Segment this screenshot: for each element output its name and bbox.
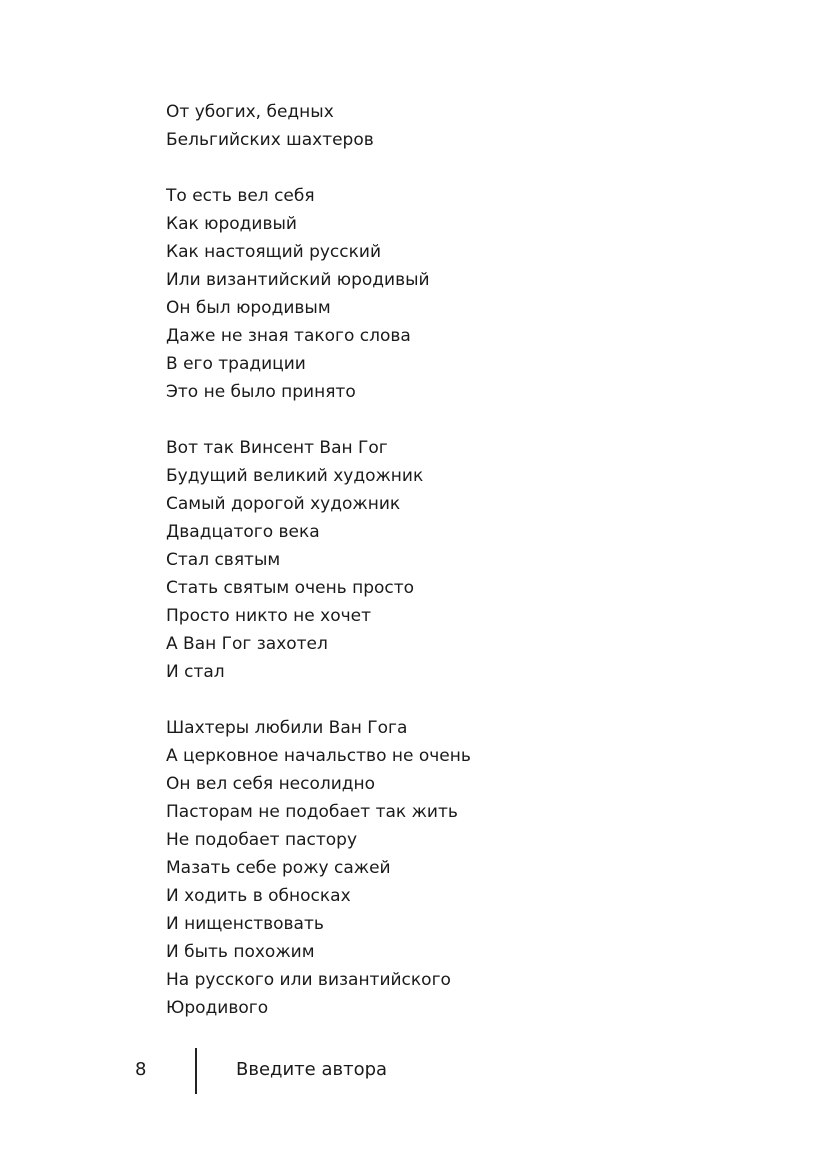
page-footer: [0, 1048, 823, 1094]
poem-line: А церковное начальство не очень: [166, 746, 471, 766]
poem-text: [166, 98, 726, 1050]
poem-line: Бельгийских шахтеров: [166, 130, 374, 150]
stanza-1: [166, 98, 726, 154]
page-number: 8: [135, 1059, 147, 1080]
poem-line: В его традиции: [166, 354, 306, 374]
poem-line: Просто никто не хочет: [166, 606, 372, 626]
poem-line: Вот так Винсент Ван Гог: [166, 438, 388, 458]
poem-line: Или византийский юродивый: [166, 270, 430, 290]
poem-line: Даже не зная такого слова: [166, 326, 411, 346]
poem-line: Он был юродивым: [166, 298, 331, 318]
poem-line: Шахтеры любили Ван Гога: [166, 718, 408, 738]
poem-line: На русского или византийского: [166, 970, 451, 990]
poem-line: Как настоящий русский: [166, 242, 381, 262]
poem-line: А Ван Гог захотел: [166, 634, 328, 654]
poem-line: И быть похожим: [166, 942, 315, 962]
poem-line: Юродивого: [166, 998, 269, 1018]
poem-line: И нищенствовать: [166, 914, 324, 934]
poem-line: Самый дорогой художник: [166, 494, 401, 514]
poem-line: Не подобает пастору: [166, 830, 358, 850]
poem-line: От убогих, бедных: [166, 102, 334, 122]
footer-author: Введите автора: [236, 1059, 388, 1080]
poem-line: Стать святым очень просто: [166, 578, 415, 598]
poem-line: То есть вел себя: [166, 186, 315, 206]
poem-line: И стал: [166, 662, 225, 682]
poem-line: И ходить в обносках: [166, 886, 351, 906]
poem-line: Это не было принято: [166, 382, 356, 402]
poem-line: Мазать себе рожу сажей: [166, 858, 391, 878]
footer-divider: [195, 1048, 197, 1094]
stanza-2: [166, 182, 726, 406]
stanza-3: [166, 434, 726, 686]
poem-line: Будущий великий художник: [166, 466, 424, 486]
poem-line: Двадцатого века: [166, 522, 320, 542]
poem-line: Пасторам не подобает так жить: [166, 802, 458, 822]
poem-line: Стал святым: [166, 550, 281, 570]
poem-line: Как юродивый: [166, 214, 297, 234]
poem-line: Он вел себя несолидно: [166, 774, 376, 794]
stanza-4: [166, 714, 726, 1022]
